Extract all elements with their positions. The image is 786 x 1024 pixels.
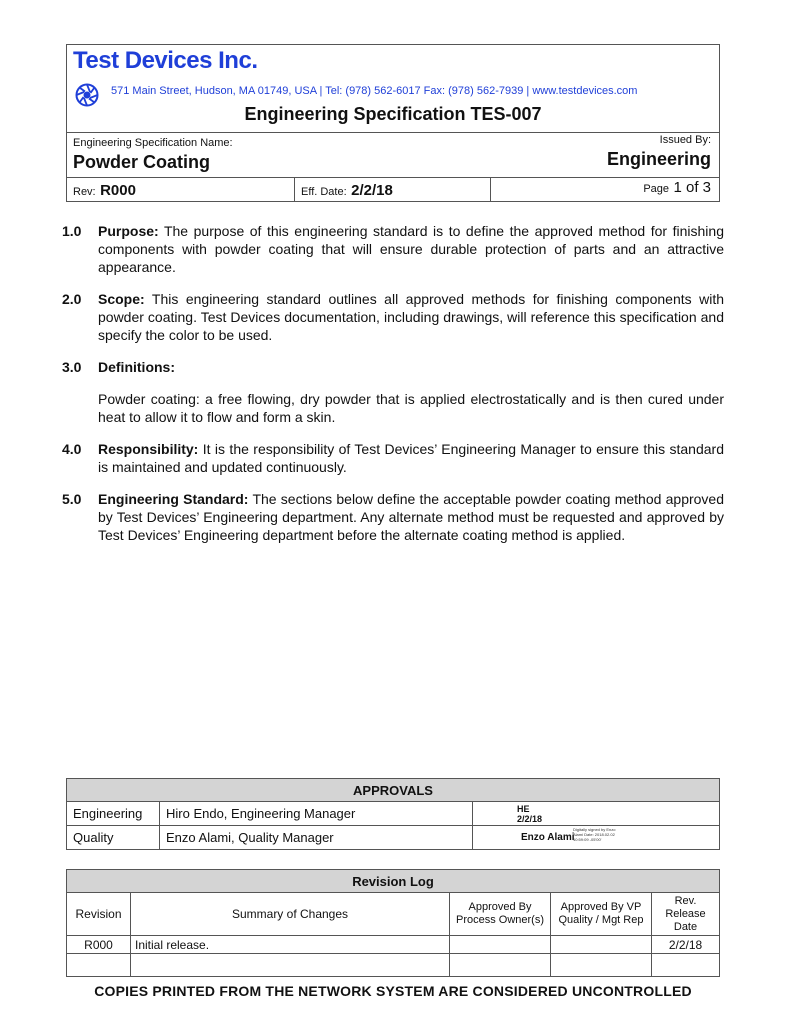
section-text: It is the responsibility of Test Devices’ Engineering Manager to ensure this standard is maintained and updated continuously.	[98, 441, 724, 475]
header-bottom	[67, 177, 719, 201]
uncontrolled-copy-notice: COPIES PRINTED FROM THE NETWORK SYSTEM ARE CONSIDERED UNCONTROLLED	[94, 983, 692, 999]
header-middle	[67, 132, 719, 178]
issued-by-value: Engineering	[606, 149, 711, 169]
section-responsibility	[62, 440, 724, 476]
page-cell	[491, 177, 719, 201]
col-header-summary: Summary of Changes	[131, 893, 450, 936]
revision-log-title: Revision Log	[67, 870, 720, 893]
section-title: Purpose:	[98, 223, 159, 239]
eff-date-cell	[295, 177, 491, 201]
approval-dept: Engineering	[67, 802, 160, 826]
col-header-revision: Revision	[67, 893, 131, 936]
section-engineering-standard	[62, 490, 724, 544]
page-label: Page	[643, 183, 670, 195]
approval-name: Enzo Alami, Quality Manager	[160, 826, 473, 850]
section-scope	[62, 290, 724, 344]
section-number: 4.0	[62, 441, 82, 457]
section-number: 5.0	[62, 491, 82, 507]
spec-header	[66, 44, 720, 202]
empty-cell	[131, 954, 450, 977]
spec-title: Engineering Specification TES-007	[244, 104, 542, 124]
digital-signature-note: Digitally signed by Enzo Alami Date: 2018.02.02 10:59:09 -05'00'	[573, 827, 616, 842]
spec-name-label: Engineering Specification Name:	[73, 137, 233, 149]
section-definitions	[62, 358, 724, 426]
signature-initials: HE 2/2/18	[517, 804, 543, 824]
section-text: The purpose of this engineering standard is to define the approved method for finishing components with powder coating that will ensure durable protection of parts and an attractive appearance.	[98, 223, 724, 275]
signature-cell	[473, 826, 720, 850]
section-purpose	[62, 222, 724, 276]
table-row	[67, 954, 720, 977]
section-title: Responsibility:	[98, 441, 199, 457]
section-title: Definitions:	[98, 359, 175, 375]
section-number: 3.0	[62, 359, 82, 375]
col-header-release-date: Rev. Release Date	[652, 893, 720, 936]
release-date-cell: 2/2/18	[652, 936, 720, 954]
approvals-table	[66, 778, 720, 850]
approval-name: Hiro Endo, Engineering Manager	[160, 802, 473, 826]
section-number: 2.0	[62, 291, 82, 307]
approval-dept: Quality	[67, 826, 160, 850]
eff-date-value: 2/2/18	[351, 182, 393, 199]
issued-by-label: Issued By:	[659, 134, 711, 146]
revision-log-header-row	[67, 893, 720, 936]
section-title: Scope:	[98, 291, 145, 307]
process-owner-cell	[450, 936, 551, 954]
rev-cell	[67, 177, 295, 201]
rev-label: Rev:	[73, 186, 96, 198]
definition-text: Powder coating: a free flowing, dry powder that is applied electrostatically and is then cured under heat to allow it to flow and form a skin.	[98, 391, 724, 425]
spec-sections	[62, 222, 724, 558]
table-row	[67, 802, 720, 826]
contact-line: 571 Main Street, Hudson, MA 01749, USA | Tel: (978) 562-6017 Fax: (978) 562-7939 | www.testdevices.com	[111, 85, 638, 97]
approvals-title: APPROVALS	[67, 779, 720, 802]
empty-cell	[450, 954, 551, 977]
company-logo: Test Devices Inc.	[73, 47, 258, 74]
signature-name: Enzo Alami	[521, 832, 575, 843]
eff-date-label: Eff. Date:	[301, 186, 347, 198]
revision-log-table	[66, 869, 720, 977]
spec-name: Powder Coating	[73, 152, 211, 172]
header-top	[67, 45, 719, 133]
section-number: 1.0	[62, 223, 82, 239]
section-title: Engineering Standard:	[98, 491, 249, 507]
section-text: The sections below define the acceptable powder coating method approved by Test Devices’ Engineering department. Any alternate method must be requested and approved by Test Devices’ Engineering department before the alternate coating method is applied.	[98, 491, 725, 543]
page-value: 1 of 3	[673, 179, 711, 196]
signature-cell	[473, 802, 720, 826]
summary-cell: Initial release.	[131, 936, 450, 954]
section-text: This engineering standard outlines all approved methods for finishing components with powder coating. Test Devices documentation, including drawings, will reference this specification and specify the color to be used.	[98, 291, 724, 343]
col-header-vp-quality: Approved By VP Quality / Mgt Rep	[551, 893, 652, 936]
col-header-process-owner: Approved By Process Owner(s)	[450, 893, 551, 936]
empty-cell	[551, 954, 652, 977]
rev-value: R000	[100, 182, 136, 199]
empty-cell	[67, 954, 131, 977]
revision-cell: R000	[67, 936, 131, 954]
empty-cell	[652, 954, 720, 977]
table-row	[67, 826, 720, 850]
table-row	[67, 936, 720, 954]
vp-quality-cell	[551, 936, 652, 954]
